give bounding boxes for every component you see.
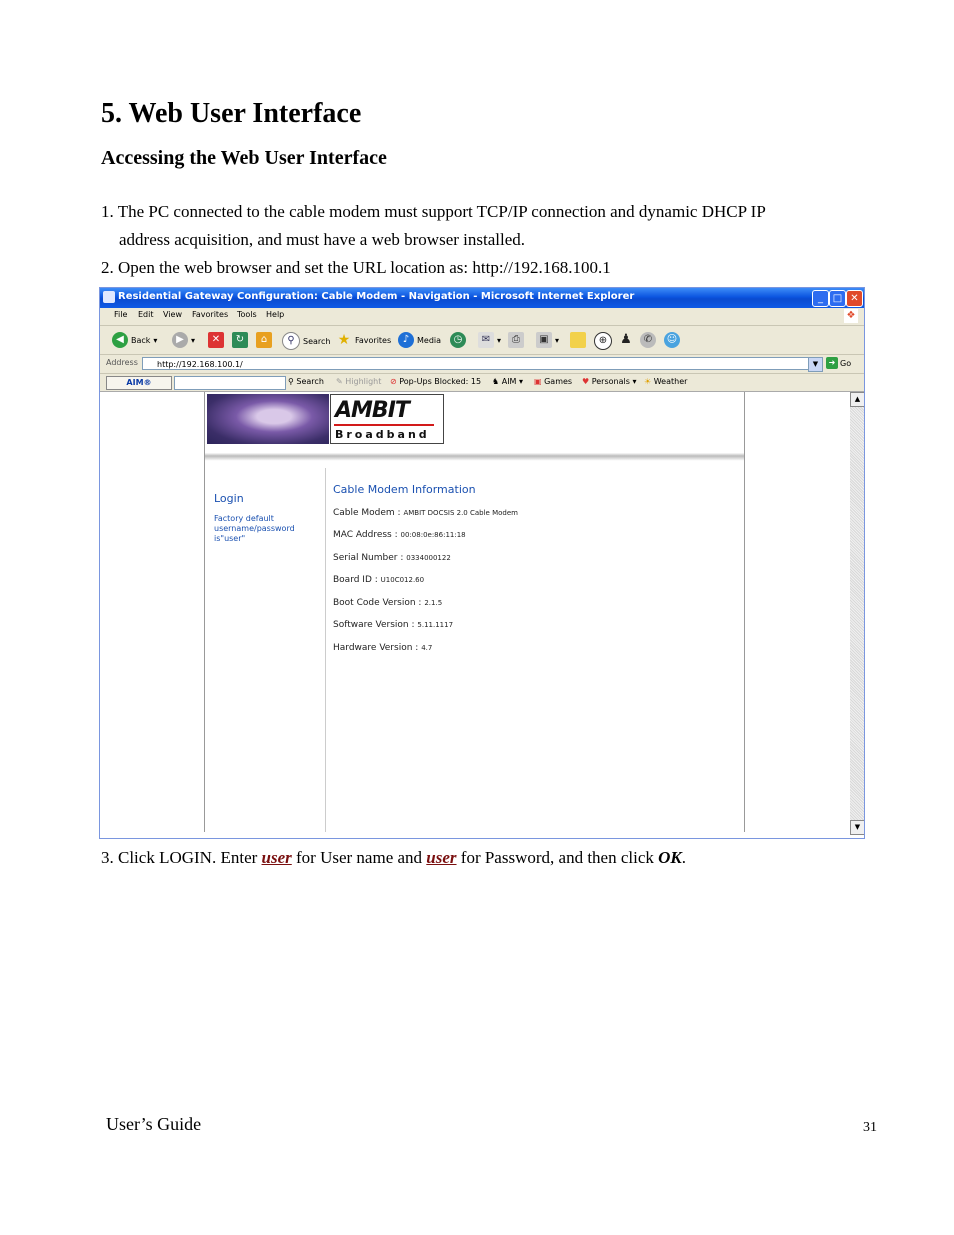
sun-icon: ☀ [644, 377, 654, 386]
ok-keyword: OK [658, 848, 682, 867]
page-number: 31 [863, 1120, 877, 1135]
research-icon: ⊕ [594, 332, 612, 350]
popups-blocked-button[interactable] [390, 377, 481, 386]
step-3-text: 3. Click LOGIN. Enter [101, 848, 262, 867]
aim-search-label: Search [296, 377, 324, 386]
ambit-logo [330, 394, 444, 444]
back-button[interactable]: ◀ Back ▾ [112, 332, 157, 348]
step-2: 2. Open the web browser and set the URL location as: http://192.168.100.1 [101, 258, 611, 277]
home-icon: ⌂ [256, 332, 272, 348]
step-1-line-2: address acquisition, and must have a web browser installed. [119, 230, 526, 249]
browser-viewport [100, 392, 864, 838]
globe-banner-image [207, 394, 329, 444]
info-label: MAC Address : [333, 530, 398, 540]
step-3-text: . [681, 848, 686, 867]
menu-tools[interactable]: Tools [237, 310, 257, 319]
minimize-icon[interactable]: _ [812, 290, 829, 307]
info-row [333, 575, 424, 585]
personals-button[interactable]: ♥ Personals ▾ [582, 377, 637, 386]
info-label: Cable Modem : [333, 508, 401, 518]
aim-toolbar [100, 374, 864, 392]
note-icon [570, 332, 586, 348]
refresh-icon: ↻ [232, 332, 248, 348]
menu-favorites[interactable]: Favorites [192, 310, 229, 319]
messenger-icon: ✆ [640, 332, 656, 348]
contacts-icon: ☺ [664, 332, 680, 348]
info-row [333, 643, 432, 653]
right-margin [744, 392, 851, 832]
highlight-label: Highlight [345, 377, 382, 386]
info-row [333, 620, 453, 630]
info-value: 0334000122 [406, 554, 451, 562]
aim-label: AIM [501, 377, 517, 386]
search-button[interactable] [282, 332, 330, 350]
info-row [333, 508, 518, 518]
section-heading: 5. Web User Interface [101, 98, 362, 129]
windows-logo-icon: ❖ [844, 309, 858, 323]
footer-guide-title: User’s Guide [106, 1114, 202, 1134]
scroll-up-icon[interactable]: ▲ [850, 392, 865, 407]
step-1-line-1: 1. The PC connected to the cable modem must support TCP/IP connection and dynamic DHCP IP [101, 202, 766, 221]
username-value: user [261, 848, 292, 867]
address-label: Address [106, 358, 138, 367]
address-bar [100, 355, 864, 374]
standard-toolbar [100, 326, 864, 355]
go-button[interactable] [826, 357, 851, 369]
games-label: Games [544, 377, 573, 386]
header-divider [205, 448, 744, 464]
favorites-button[interactable] [336, 332, 391, 348]
left-navigation [205, 468, 326, 832]
stop-icon: ✕ [208, 332, 224, 348]
info-label: Hardware Version : [333, 643, 419, 653]
browser-screenshot [99, 287, 865, 839]
back-arrow-icon: ◀ [112, 332, 128, 348]
messenger-button[interactable] [640, 332, 656, 348]
info-row [333, 530, 466, 540]
games-button[interactable] [534, 377, 572, 386]
info-value: AMBIT DOCSIS 2.0 Cable Modem [403, 509, 518, 517]
history-icon: ◷ [450, 332, 466, 348]
info-row [333, 598, 442, 608]
menu-edit[interactable]: Edit [138, 310, 154, 319]
step-3 [101, 844, 686, 872]
step-3-text: for Password, and then click [456, 848, 659, 867]
info-label: Serial Number : [333, 553, 404, 563]
address-input[interactable]: http://192.168.100.1/ [142, 357, 822, 370]
highlight-button[interactable] [336, 377, 381, 386]
scroll-down-icon[interactable]: ▼ [850, 820, 865, 835]
step-3-text: for User name and [291, 848, 427, 867]
back-label: Back [131, 335, 151, 345]
subsection-heading: Accessing the Web User Interface [101, 147, 387, 169]
window-title: Residential Gateway Configuration: Cable Modem - Navigation - Microsoft Internet Explorer [118, 291, 635, 302]
contacts-button[interactable] [664, 332, 680, 348]
forward-arrow-icon: ▶ [172, 332, 188, 348]
popup-blocker-icon: ⊘ [390, 377, 400, 386]
password-value: user [426, 848, 457, 867]
print-button[interactable] [508, 332, 524, 348]
info-value: 5.11.1117 [417, 621, 454, 629]
info-label: Board ID : [333, 575, 378, 585]
aim-button[interactable]: ♞ AIM ▾ [492, 377, 524, 386]
home-button[interactable] [256, 332, 272, 348]
menu-view[interactable]: View [163, 310, 182, 319]
refresh-button[interactable] [232, 332, 248, 348]
menu-help[interactable]: Help [266, 310, 285, 319]
address-dropdown-icon[interactable]: ▼ [808, 357, 823, 372]
edit-button[interactable]: ▣ ▾ [536, 332, 559, 348]
logo-red-bar [334, 424, 434, 426]
search-label: Search [303, 336, 331, 346]
print-icon: ⎙ [508, 332, 524, 348]
info-row [333, 553, 451, 563]
star-icon: ★ [337, 332, 351, 348]
go-label: Go [840, 358, 852, 368]
weather-button[interactable] [644, 377, 687, 386]
mail-icon: ✉ [478, 332, 494, 348]
media-label: Media [417, 335, 442, 345]
history-button[interactable] [450, 332, 466, 348]
forward-button[interactable]: ▶ ▾ [172, 332, 195, 348]
aim-search-button[interactable] [288, 377, 324, 386]
heart-icon: ♥ [582, 377, 592, 386]
step-1 [101, 198, 861, 254]
media-icon: ♪ [398, 332, 414, 348]
logo-wordmark: AMBIT [335, 398, 409, 423]
modem-web-page [205, 392, 744, 832]
window-titlebar [100, 288, 864, 308]
highlighter-icon: ✎ [336, 377, 346, 386]
ie-app-icon [103, 291, 115, 303]
close-icon[interactable]: ✕ [846, 290, 863, 307]
go-arrow-icon: ➜ [826, 357, 838, 369]
info-value: 4.7 [421, 644, 433, 652]
mail-button[interactable]: ✉ ▾ [478, 332, 501, 348]
vertical-scrollbar[interactable] [850, 392, 864, 834]
logo-subtitle: Broadband [335, 428, 430, 441]
left-margin [100, 392, 205, 832]
aim-running-man-icon: ♞ [492, 377, 502, 386]
info-value: 2.1.5 [424, 599, 443, 607]
media-button[interactable] [398, 332, 441, 348]
stop-button[interactable] [208, 332, 224, 348]
aim-search-input[interactable] [174, 376, 286, 390]
search-icon: ⚲ [282, 332, 300, 350]
edit-icon: ▣ [536, 332, 552, 348]
search-icon: ⚲ [288, 377, 297, 386]
info-label: Boot Code Version : [333, 598, 422, 608]
login-link[interactable]: Login [214, 492, 244, 505]
menu-file[interactable]: File [114, 310, 128, 319]
default-credentials-hint: Factory default username/password is"user" [214, 514, 295, 543]
discuss-button[interactable] [570, 332, 586, 348]
aim-menu-button[interactable]: AIM® [106, 376, 172, 390]
popups-label: Pop-Ups Blocked: 15 [399, 377, 482, 386]
weather-label: Weather [653, 377, 688, 386]
info-label: Software Version : [333, 620, 415, 630]
info-value: U10C012.60 [380, 576, 425, 584]
aim-buddy-button[interactable] [618, 332, 634, 348]
menu-bar [100, 308, 864, 326]
games-icon: ▣ [534, 377, 545, 386]
favorites-label: Favorites [355, 335, 392, 345]
aim-buddy-icon: ♟ [620, 332, 632, 347]
maximize-icon[interactable]: □ [829, 290, 846, 307]
research-button[interactable] [594, 332, 612, 350]
info-value: 00:08:0e:86:11:18 [400, 531, 466, 539]
personals-label: Personals [591, 377, 630, 386]
info-heading: Cable Modem Information [333, 483, 476, 496]
